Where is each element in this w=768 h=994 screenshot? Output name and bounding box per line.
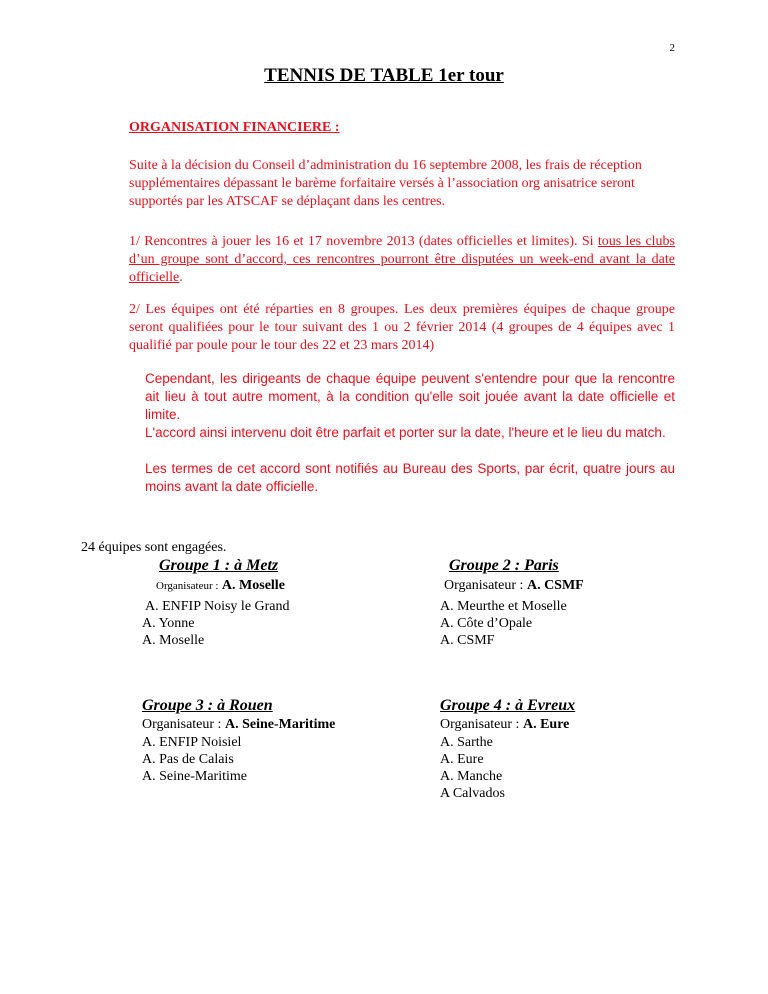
list-item: A. Pas de Calais — [142, 752, 234, 767]
intro-paragraph: Suite à la décision du Conseil d’administration du 16 septembre 2008, les frais de réception supplémentaires dépassant le barème forfaitaire versés à l’association org anisatrice seront supportés par les ATSCAF se déplaçant dans les centres. — [129, 158, 642, 209]
group-title: Groupe 3 : à Rouen — [142, 697, 273, 714]
organizer-name: A. Eure — [522, 717, 570, 732]
list-item: A. Sarthe — [440, 735, 493, 750]
group-members — [440, 598, 584, 649]
group-organizer — [444, 577, 584, 595]
group-organizer — [440, 716, 575, 734]
teams-count: 24 équipes sont engagées. — [81, 540, 227, 555]
organizer-name: A. Moselle — [221, 578, 285, 593]
group-members — [440, 734, 575, 802]
list-item: A. CSMF — [440, 633, 495, 648]
point-one-text: 1/ Rencontres à jouer les 16 et 17 novembre 2013 (dates officielles et limites). Si — [129, 234, 598, 249]
organizer-label: Organisateur : — [156, 580, 219, 592]
page-number: 2 — [669, 42, 675, 54]
list-item: A. ENFIP Noisiel — [142, 735, 242, 750]
organizer-name: A. Seine-Maritime — [224, 717, 336, 732]
organizer-label: Organisateur : — [440, 717, 520, 732]
point-one-end: . — [179, 270, 183, 285]
page-title: TENNIS DE TABLE 1er tour — [264, 65, 504, 86]
list-item: A Calvados — [440, 786, 505, 801]
organizer-label: Organisateur : — [444, 578, 524, 593]
section-heading: ORGANISATION FINANCIERE : — [129, 120, 340, 135]
group-members — [142, 734, 335, 785]
point-two-paragraph: 2/ Les équipes ont été réparties en 8 groupes. Les deux premières équipes de chaque groupe seront qualifiées pour le tour suivant des 1 ou 2 février 2014 (4 groupes de 4 équipes avec 1 qualifié par poule pour le tour des 22 et 23 mars 2014) — [129, 302, 675, 353]
group-organizer — [156, 577, 290, 595]
group-title: Groupe 1 : à Metz — [159, 557, 279, 574]
group-block — [440, 697, 575, 802]
group-block — [142, 557, 290, 649]
organizer-label: Organisateur : — [142, 717, 222, 732]
sub-paragraph: Cependant, les dirigeants de chaque équipe peuvent s'entendre pour que la rencontre ait lieu à tout autre moment, à la condition qu'elle soit jouée avant la date officielle et limite. — [145, 371, 675, 422]
list-item: A. Yonne — [142, 616, 195, 631]
point-one-underlined: tous les clubs d’un groupe sont d’accord, ces rencontres pourront être disputées un week-end avant la date officielle — [129, 234, 675, 285]
list-item: A. Seine-Maritime — [142, 769, 247, 784]
list-item: A. Moselle — [142, 633, 205, 648]
list-item: A. Manche — [440, 769, 503, 784]
point-one-paragraph — [129, 233, 675, 287]
list-item: A. Côte d’Opale — [440, 616, 533, 631]
list-item: A. ENFIP Noisy le Grand — [145, 599, 290, 614]
sub-paragraph: Les termes de cet accord sont notifiés au Bureau des Sports, par écrit, quatre jours au moins avant la date officielle. — [145, 461, 675, 494]
organizer-name: A. CSMF — [526, 578, 584, 593]
list-item: A. Eure — [440, 752, 484, 767]
list-item: A. Meurthe et Moselle — [440, 599, 567, 614]
group-title: Groupe 4 : à Evreux — [440, 697, 576, 714]
group-members — [142, 598, 290, 649]
group-organizer — [142, 716, 335, 734]
group-block — [440, 557, 584, 649]
group-title: Groupe 2 : Paris — [449, 557, 559, 574]
sub-paragraph: L'accord ainsi intervenu doit être parfait et porter sur la date, l'heure et le lieu du match. — [145, 425, 666, 440]
group-block — [142, 697, 335, 785]
